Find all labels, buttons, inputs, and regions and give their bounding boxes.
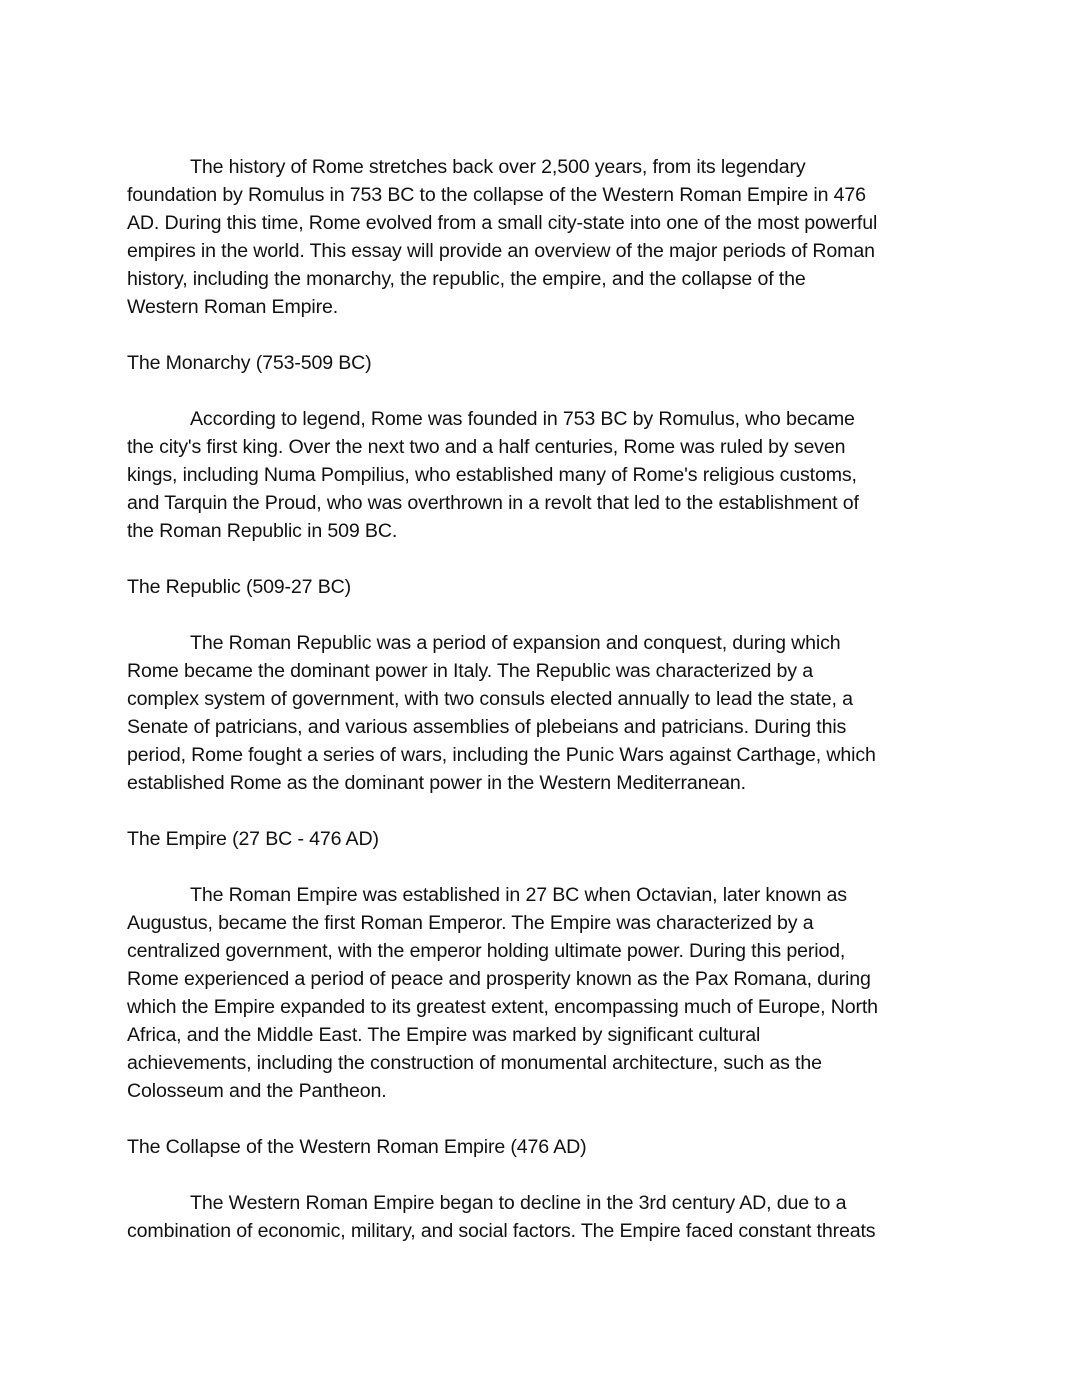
- text-line: period, Rome fought a series of wars, including the Punic Wars against Carthage, which: [127, 744, 876, 766]
- section-heading-empire: The Empire (27 BC - 476 AD): [127, 828, 379, 850]
- text-line: Augustus, became the first Roman Emperor. The Empire was characterized by a: [127, 912, 814, 934]
- text-line: According to legend, Rome was founded in 753 BC by Romulus, who became: [190, 408, 855, 430]
- text-line: Colosseum and the Pantheon.: [127, 1080, 387, 1102]
- section-heading-republic: The Republic (509-27 BC): [127, 576, 352, 598]
- text-line: Western Roman Empire.: [127, 296, 339, 318]
- text-line: complex system of government, with two consuls elected annually to lead the state, a: [127, 688, 853, 710]
- text-line: the city's first king. Over the next two and a half centuries, Rome was ruled by seven: [127, 436, 846, 458]
- text-line: and Tarquin the Proud, who was overthrown in a revolt that led to the establishment of: [127, 492, 859, 514]
- text-line: achievements, including the construction of monumental architecture, such as the: [127, 1052, 822, 1074]
- text-line: The Western Roman Empire began to decline in the 3rd century AD, due to a: [190, 1192, 847, 1214]
- text-line: AD. During this time, Rome evolved from a small city-state into one of the most powerful: [127, 212, 878, 234]
- republic-paragraph: [127, 629, 957, 797]
- text-line: Rome became the dominant power in Italy. The Republic was characterized by a: [127, 660, 813, 682]
- empire-paragraph: [127, 881, 957, 1105]
- text-line: foundation by Romulus in 753 BC to the collapse of the Western Roman Empire in 476: [127, 184, 866, 206]
- text-line: which the Empire expanded to its greatest extent, encompassing much of Europe, North: [127, 996, 878, 1018]
- monarchy-paragraph: [127, 405, 957, 545]
- text-line: The Roman Republic was a period of expansion and conquest, during which: [190, 632, 841, 654]
- collapse-paragraph: [127, 1189, 957, 1245]
- text-line: Senate of patricians, and various assemblies of plebeians and patricians. During this: [127, 716, 847, 738]
- section-heading-monarchy: The Monarchy (753-509 BC): [127, 352, 372, 374]
- text-line: Rome experienced a period of peace and prosperity known as the Pax Romana, during: [127, 968, 871, 990]
- text-line: the Roman Republic in 509 BC.: [127, 520, 398, 542]
- text-line: centralized government, with the emperor holding ultimate power. During this period,: [127, 940, 846, 962]
- text-line: Africa, and the Middle East. The Empire was marked by significant cultural: [127, 1024, 761, 1046]
- document-page: [127, 153, 957, 1273]
- text-line: The history of Rome stretches back over 2,500 years, from its legendary: [190, 156, 806, 178]
- text-line: history, including the monarchy, the republic, the empire, and the collapse of the: [127, 268, 806, 290]
- intro-paragraph: [127, 153, 957, 321]
- text-line: kings, including Numa Pompilius, who established many of Rome's religious customs,: [127, 464, 857, 486]
- section-heading-collapse: The Collapse of the Western Roman Empire (476 AD): [127, 1136, 587, 1158]
- text-line: empires in the world. This essay will provide an overview of the major periods of Roman: [127, 240, 875, 262]
- text-line: The Roman Empire was established in 27 BC when Octavian, later known as: [190, 884, 847, 906]
- text-line: established Rome as the dominant power in the Western Mediterranean.: [127, 772, 746, 794]
- text-line: combination of economic, military, and social factors. The Empire faced constant threats: [127, 1220, 876, 1242]
